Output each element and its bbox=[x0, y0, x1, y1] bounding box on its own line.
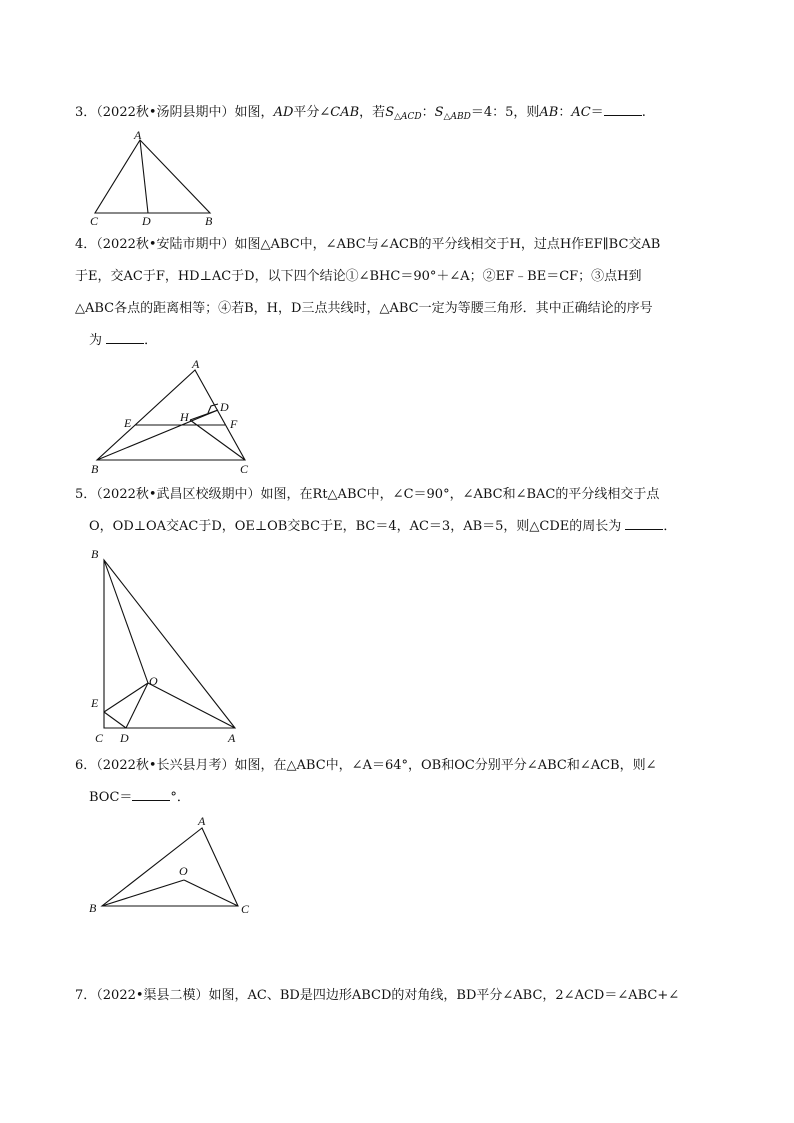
question-number: 4． bbox=[75, 237, 97, 252]
text-run: ，若 bbox=[359, 105, 386, 120]
question-source: （2022秋•长兴县月考） bbox=[96, 758, 235, 773]
area-subscript: △ACD bbox=[394, 112, 422, 122]
point-label-a: A bbox=[134, 128, 142, 142]
point-label-c: C bbox=[240, 462, 249, 476]
point-label-a: A bbox=[192, 357, 200, 371]
point-label-b: B bbox=[89, 901, 97, 915]
text-run: 如图，AC、BD是四边形ABCD的对角线，BD平分∠ABC，2∠ACD＝∠ABC+∠ bbox=[208, 988, 680, 1003]
text-run: 于E，交AC于F，HD⊥AC于D，以下四个结论①∠BHC＝90°＋∠A；②EF﹣BE＝CF；③点H到 bbox=[75, 269, 642, 284]
question-source: （2022•渠县二模） bbox=[96, 988, 209, 1003]
point-label-e: E bbox=[124, 416, 132, 430]
question-source: （2022秋•武昌区校级期中） bbox=[96, 487, 261, 502]
point-label-d: D bbox=[142, 214, 151, 228]
point-label-c: C bbox=[241, 902, 250, 916]
text-run: ＝ bbox=[590, 105, 604, 120]
point-label-a: A bbox=[228, 731, 236, 745]
question-number: 5． bbox=[75, 487, 97, 502]
text-run: ： bbox=[421, 105, 435, 120]
segment-bo bbox=[102, 880, 184, 906]
text-run: 平分∠ bbox=[293, 105, 331, 120]
text-run: 如图△ABC中，∠ABC与∠ACB的平分线相交于H，过点H作EF∥BC交AB bbox=[234, 237, 661, 252]
point-label-c: C bbox=[90, 214, 99, 228]
point-label-o: O bbox=[179, 864, 188, 878]
text-run: AB bbox=[539, 105, 559, 120]
point-label-d: D bbox=[220, 400, 229, 414]
point-label-o: O bbox=[149, 674, 158, 688]
text-run: ＝4：5，则 bbox=[470, 105, 540, 120]
question-5-line-2: O，OD⊥OA交AC于D，OE⊥OB交BC于E，BC＝4，AC＝3，AB＝5，则△CDE的周长为 ． bbox=[89, 519, 677, 534]
point-label-d: D bbox=[120, 731, 129, 745]
point-label-b: B bbox=[205, 214, 213, 228]
question-source: （2022秋•安陆市期中） bbox=[96, 237, 235, 252]
text-run: . bbox=[641, 105, 646, 120]
question-source: （2022秋•汤阴县期中） bbox=[96, 105, 235, 120]
question-4-line-4: 为 ． bbox=[89, 333, 158, 348]
text-run: O，OD⊥OA交AC于D，OE⊥OB交BC于E，BC＝4，AC＝3，AB＝5，则△CDE的周长为 bbox=[89, 519, 622, 534]
area-symbol: S bbox=[385, 105, 395, 120]
point-label-b: B bbox=[91, 462, 99, 476]
question-number: 6． bbox=[75, 758, 97, 773]
question-7 bbox=[75, 980, 725, 1012]
segment-oc bbox=[184, 880, 238, 906]
text-run: △ABC各点的距离相等；④若B，H，D三点共线时，△ABC一定为等腰三角形．其中正确结论的序号 bbox=[75, 301, 653, 316]
point-label-e: E bbox=[91, 696, 99, 710]
area-subscript: △ABD bbox=[443, 112, 471, 122]
point-label-h: H bbox=[180, 410, 189, 424]
question-number: 3． bbox=[75, 105, 97, 120]
point-label-b: B bbox=[91, 547, 99, 561]
text-run: 如图，在△ABC中，∠A＝64°，OB和OC分别平分∠ABC和∠ACB，则∠ bbox=[234, 758, 657, 773]
area-symbol: S bbox=[434, 105, 444, 120]
text-run: AC bbox=[571, 105, 591, 120]
point-label-c: C bbox=[95, 731, 104, 745]
text-run: 如图，在Rt△ABC中，∠C＝90°，∠ABC和∠BAC的平分线相交于点 bbox=[260, 487, 660, 502]
text-run: AD bbox=[273, 105, 294, 120]
text-run: 为 bbox=[89, 333, 103, 348]
question-7-line-1 bbox=[75, 980, 725, 1012]
triangle-abc bbox=[102, 828, 238, 906]
question-number: 7． bbox=[75, 988, 97, 1003]
point-label-a: A bbox=[198, 814, 206, 828]
text-run: ： bbox=[558, 105, 572, 120]
text-run: 如图， bbox=[234, 105, 274, 120]
point-label-f: F bbox=[230, 417, 238, 431]
text-run: BOC＝ bbox=[89, 790, 133, 805]
text-run: °． bbox=[170, 790, 190, 805]
text-run: CAB bbox=[330, 105, 360, 120]
